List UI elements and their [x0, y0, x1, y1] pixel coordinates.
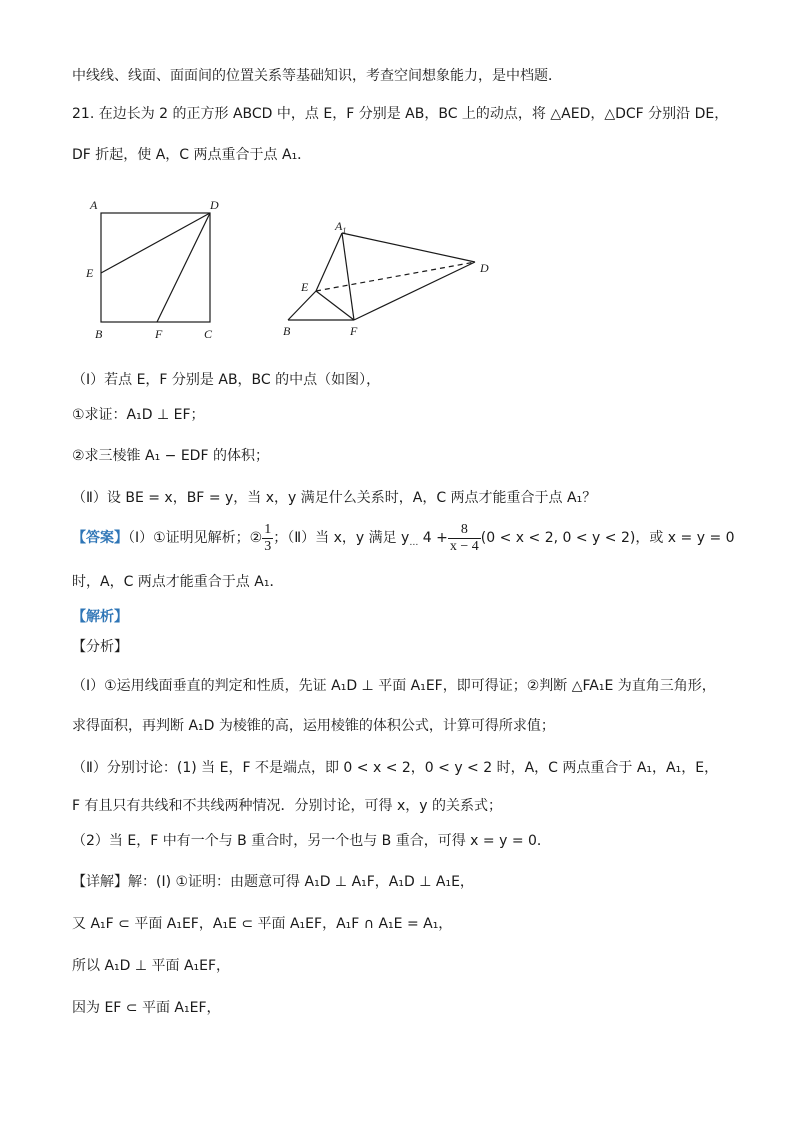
answer-line-2: 时，A，C 两点才能重合于点 A₁． — [72, 574, 284, 590]
answer-tag: 【答案】 — [72, 530, 128, 546]
analysis-p2a: （Ⅱ）分别讨论：(1) 当 E，F 不是端点，即 0 < x < 2，0 < y < 2 时，A，C 两点重合于 A₁，A₁，E， — [72, 760, 719, 776]
fraction-1-numerator: 1 — [264, 521, 272, 537]
label-e-pyramid: E — [301, 280, 309, 294]
segment-ed — [101, 213, 210, 273]
edge-a1-e — [316, 233, 342, 291]
edge-f-d — [354, 262, 475, 320]
analysis-p2b: F 有且只有共线和不共线两种情况．分别讨论，可得 x，y 的关系式； — [72, 798, 502, 814]
detail-line-1: 【详解】解：(Ⅰ) ①证明：由题意可得 A₁D ⊥ A₁F，A₁D ⊥ A₁E， — [72, 874, 474, 890]
label-f: F — [155, 327, 163, 341]
answer-line-1 — [72, 520, 735, 561]
fraction-2-numerator: 8 — [448, 522, 481, 539]
problem-line-2: DF 折起，使 A，C 两点重合于点 A₁． — [72, 147, 312, 163]
part2-question: （Ⅱ）设 BE = x，BF = y，当 x，y 满足什么关系时，A，C 两点才能重合于点 A₁？ — [72, 490, 597, 506]
edge-a1-d — [342, 233, 475, 262]
fraction-2-denominator: x − 4 — [449, 538, 479, 554]
analysis-p1b: 求得面积，再判断 A₁D 为棱锥的高，运用棱锥的体积公式，计算可得所求值； — [72, 718, 555, 734]
label-a1: $A_1$ — [335, 219, 347, 235]
answer-text-b: ；（Ⅱ）当 x，y 满足 y — [273, 530, 410, 546]
label-c: C — [204, 327, 213, 341]
part1-q2: ②求三棱锥 A₁ − EDF 的体积； — [72, 448, 269, 464]
edge-e-b — [288, 291, 316, 320]
problem-number: 21. — [72, 106, 95, 122]
label-e: E — [86, 266, 94, 280]
analysis-p1a: （Ⅰ）①运用线面垂直的判定和性质，先证 A₁D ⊥ 平面 A₁EF，即可得证；②判断 △FA₁E 为直角三角形， — [72, 678, 716, 694]
problem-text-1: 在边长为 2 的正方形 ABCD 中，点 E，F 分别是 AB，BC 上的动点，将 △AED，△DCF 分别沿 DE， — [98, 106, 729, 122]
square-abcd — [101, 213, 210, 322]
part1-intro: （Ⅰ）若点 E，F 分别是 AB，BC 的中点（如图）， — [72, 372, 381, 388]
label-b-pyramid: B — [283, 324, 291, 338]
edge-e-f — [316, 291, 354, 320]
square-figure — [85, 198, 219, 341]
edge-a1-f — [342, 233, 354, 320]
answer-text-c: 4 + — [418, 530, 448, 546]
detail-line-4: 因为 EF ⊂ 平面 A₁EF， — [72, 1000, 221, 1016]
geometry-figure — [0, 190, 793, 350]
answer-text-b-sub: … — [409, 538, 419, 548]
analysis-fenxi: 【分析】 — [72, 639, 128, 655]
answer-fraction-1 — [262, 522, 273, 555]
label-f-pyramid: F — [350, 324, 358, 338]
part1-q1: ①求证：A₁D ⊥ EF； — [72, 407, 205, 423]
label-d: D — [210, 198, 219, 212]
analysis-tag: 【解析】 — [72, 609, 128, 625]
answer-text-a: （Ⅰ）①证明见解析；② — [128, 530, 263, 546]
fraction-1-denominator: 3 — [264, 538, 272, 554]
detail-line-2: 又 A₁F ⊂ 平面 A₁EF，A₁E ⊂ 平面 A₁EF，A₁F ∩ A₁E = A₁， — [72, 916, 453, 932]
intro-line: 中线线、线面、面面间的位置关系等基础知识，考查空间想象能力，是中档题． — [72, 68, 562, 84]
answer-fraction-2 — [448, 522, 481, 555]
label-d-pyramid: D — [480, 261, 489, 275]
label-b: B — [95, 327, 103, 341]
answer-text-d: (0 < x < 2, 0 < y < 2)，或 x = y = 0 — [480, 530, 735, 546]
analysis-p3: （2）当 E，F 中有一个与 B 重合时，另一个也与 B 重合，可得 x = y = 0． — [72, 833, 551, 849]
segment-fd — [157, 213, 210, 322]
label-a: A — [90, 198, 98, 212]
detail-line-3: 所以 A₁D ⊥ 平面 A₁EF， — [72, 958, 231, 974]
pyramid-figure — [283, 219, 489, 338]
problem-line-1 — [72, 104, 728, 124]
edge-e-d-hidden — [316, 262, 475, 291]
